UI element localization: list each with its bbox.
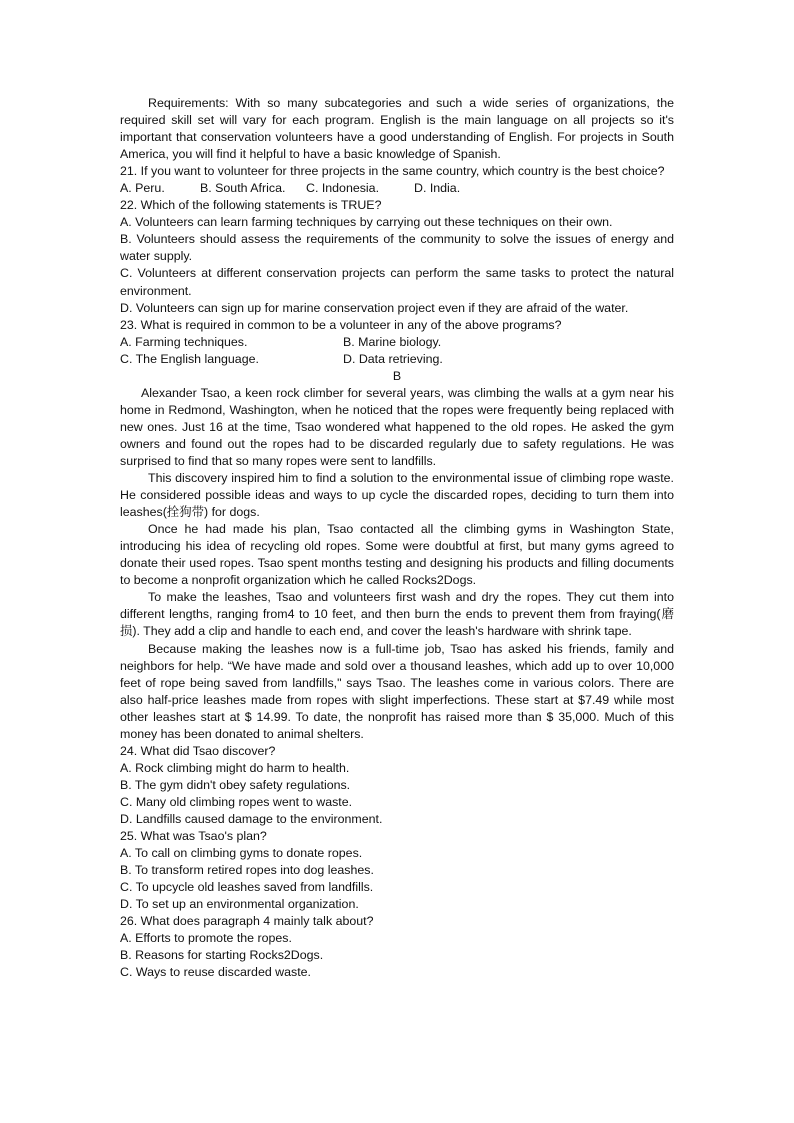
- q22-option-d: D. Volunteers can sign up for marine conservation project even if they are afraid of the water.: [120, 300, 629, 315]
- q21-option-c: C. Indonesia.: [306, 181, 380, 196]
- q21-stem: 21. If you want to volunteer for three projects in the same country, which country is the best choice?: [120, 164, 665, 179]
- q23-options-row-1: [120, 334, 674, 351]
- q24-option-a: A. Rock climbing might do harm to health.: [120, 760, 350, 775]
- passage-b-paragraph-1: Alexander Tsao, a keen rock climber for several years, was climbing the walls at a gym near his home in Redmond, Washington, when he noticed that the ropes were frequently being replaced with new ones. Just 16 at the time, Tsao wondered what happened to the old ropes. He asked the gym owners and found out the ropes had to be discarded regularly due to safety regulations. He was surprised to find that so many ropes were sent to landfills.: [120, 385, 674, 468]
- q24-option-d: D. Landfills caused damage to the environment.: [120, 811, 383, 826]
- passage-b-paragraph-5: Because making the leashes now is a full-time job, Tsao has asked his friends, family and neighbors for help. “We have made and sold over a thousand leashes, which add up to over 10,000 feet of rope being saved from landfills," says Tsao. The leashes come in various colors. There are also half-price leashes made from ropes with slight imperfections. These start at $7.49 while most other leashes start at $ 14.99. To date, the nonprofit has raised more than $ 35,000. Much of this money has been donated to animal shelters.: [120, 641, 674, 741]
- q21-option-a: A. Peru.: [120, 181, 165, 196]
- q25-stem: 25. What was Tsao's plan?: [120, 829, 267, 844]
- passage-b-paragraph-3: Once he had made his plan, Tsao contacted all the climbing gyms in Washington State, introducing his idea of recycling old ropes. Some were doubtful at first, but many gyms agreed to donate their used ropes. Tsao spent months testing and designing his products and filling documents to become a nonprofit organization which he called Rocks2Dogs.: [120, 522, 674, 588]
- q26-option-a: A. Efforts to promote the ropes.: [120, 931, 292, 946]
- q22-option-b: B. Volunteers should assess the requirements of the community to solve the issues of energy and water supply.: [120, 232, 674, 264]
- q23-options-row-2: [120, 351, 674, 368]
- q23-option-a: A. Farming techniques.: [120, 334, 248, 349]
- q23-stem: 23. What is required in common to be a volunteer in any of the above programs?: [120, 317, 562, 332]
- q24-stem: 24. What did Tsao discover?: [120, 743, 276, 758]
- q22-option-a: A. Volunteers can learn farming techniques by carrying out these techniques on their own.: [120, 215, 613, 230]
- q25-option-c: C. To upcycle old leashes saved from landfills.: [120, 880, 374, 895]
- q24-option-b: B. The gym didn't obey safety regulations.: [120, 777, 351, 792]
- passage-a-requirements: Requirements: With so many subcategories and such a wide series of organizations, the required skill set will vary for each program. English is the main language on all projects so it's important that conservation volunteers have a good understanding of English. For projects in South America, you will find it helpful to have a basic knowledge of Spanish.: [120, 96, 674, 162]
- q25-option-d: D. To set up an environmental organization.: [120, 897, 359, 912]
- passage-b-paragraph-2: This discovery inspired him to find a solution to the environmental issue of climbing rope waste. He considered possible ideas and ways to up cycle the discarded ropes, deciding to turn them into leashes(拴狗带) for dogs.: [120, 471, 674, 520]
- q21-option-b: B. South Africa.: [200, 181, 286, 196]
- q22-stem: 22. Which of the following statements is TRUE?: [120, 198, 382, 213]
- section-b-heading: B: [392, 368, 402, 383]
- q23-option-c: C. The English language.: [120, 351, 259, 366]
- q23-option-d: D. Data retrieving.: [343, 351, 443, 366]
- passage-b-paragraph-4: To make the leashes, Tsao and volunteers first wash and dry the ropes. They cut them into different lengths, ranging from4 to 10 feet, and then burn the ends to prevent them from fraying(磨损). They add a clip and handle to each end, and cover the leash's hardware with shrink tape.: [120, 590, 674, 639]
- q21-option-d: D. India.: [414, 181, 461, 196]
- q23-option-b: B. Marine biology.: [343, 334, 442, 349]
- q21-options: [120, 180, 674, 197]
- q25-option-a: A. To call on climbing gyms to donate ropes.: [120, 846, 363, 861]
- q25-option-b: B. To transform retired ropes into dog leashes.: [120, 863, 374, 878]
- q22-option-c: C. Volunteers at different conservation projects can perform the same tasks to protect the natural environment.: [120, 266, 674, 298]
- q26-option-b: B. Reasons for starting Rocks2Dogs.: [120, 948, 324, 963]
- document-page: [120, 95, 674, 981]
- q26-stem: 26. What does paragraph 4 mainly talk about?: [120, 914, 374, 929]
- q24-option-c: C. Many old climbing ropes went to waste.: [120, 794, 353, 809]
- q26-option-c: C. Ways to reuse discarded waste.: [120, 965, 311, 980]
